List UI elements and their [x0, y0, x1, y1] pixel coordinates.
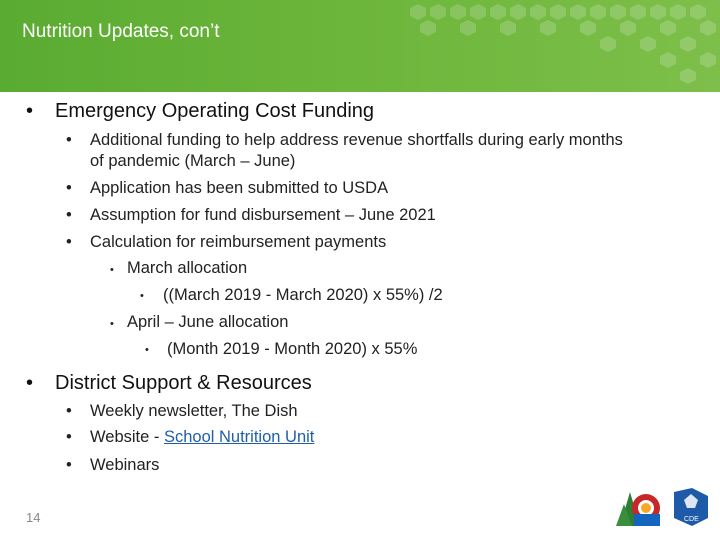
- list-item: Webinars: [90, 456, 160, 474]
- bullet-icon: •: [145, 344, 149, 356]
- list-item: Calculation for reimbursement payments: [90, 233, 387, 251]
- bullet-icon: •: [26, 100, 34, 122]
- bullet-icon: •: [66, 233, 72, 251]
- bullet-icon: •: [66, 456, 72, 474]
- bullet-icon: •: [110, 264, 114, 276]
- bullet-icon: •: [26, 372, 34, 394]
- sub-sub-list-item: (Month 2019 - Month 2020) x 55%: [167, 340, 418, 358]
- list-item: Application has been submitted to USDA: [90, 179, 389, 197]
- list-item: [90, 428, 314, 447]
- slide-title: Nutrition Updates, con’t: [22, 21, 220, 42]
- sub-list-item: March allocation: [127, 259, 248, 277]
- page-number: 14: [26, 510, 41, 525]
- bullet-icon: •: [140, 290, 144, 302]
- list-item: Assumption for fund disbursement – June 2021: [90, 206, 436, 224]
- slide-header: [0, 0, 720, 92]
- section-heading: Emergency Operating Cost Funding: [55, 100, 375, 122]
- cde-logo-icon: [674, 488, 708, 526]
- bullet-icon: •: [66, 206, 72, 224]
- bullet-icon: •: [66, 131, 72, 149]
- section-heading: District Support & Resources: [55, 372, 312, 394]
- list-item: Additional funding to help address revenue shortfalls during early months: [90, 131, 623, 149]
- sub-list-item: April – June allocation: [127, 313, 289, 331]
- bullet-icon: •: [66, 402, 72, 420]
- school-nutrition-unit-link[interactable]: School Nutrition Unit: [163, 428, 315, 446]
- list-item: Weekly newsletter, The Dish: [90, 402, 298, 420]
- bullet-icon: •: [66, 179, 72, 197]
- sub-sub-list-item: ((March 2019 - March 2020) x 55%) /2: [163, 286, 443, 304]
- list-item-text: Website -: [90, 428, 164, 446]
- colorado-logo-icon: [616, 492, 660, 526]
- bullet-icon: •: [66, 428, 72, 446]
- logo-group: [612, 484, 712, 528]
- list-item-continuation: of pandemic (March – June): [90, 152, 296, 170]
- hexagon-pattern: [390, 0, 720, 92]
- bullet-icon: •: [110, 318, 114, 330]
- svg-text:CDE: CDE: [684, 516, 699, 523]
